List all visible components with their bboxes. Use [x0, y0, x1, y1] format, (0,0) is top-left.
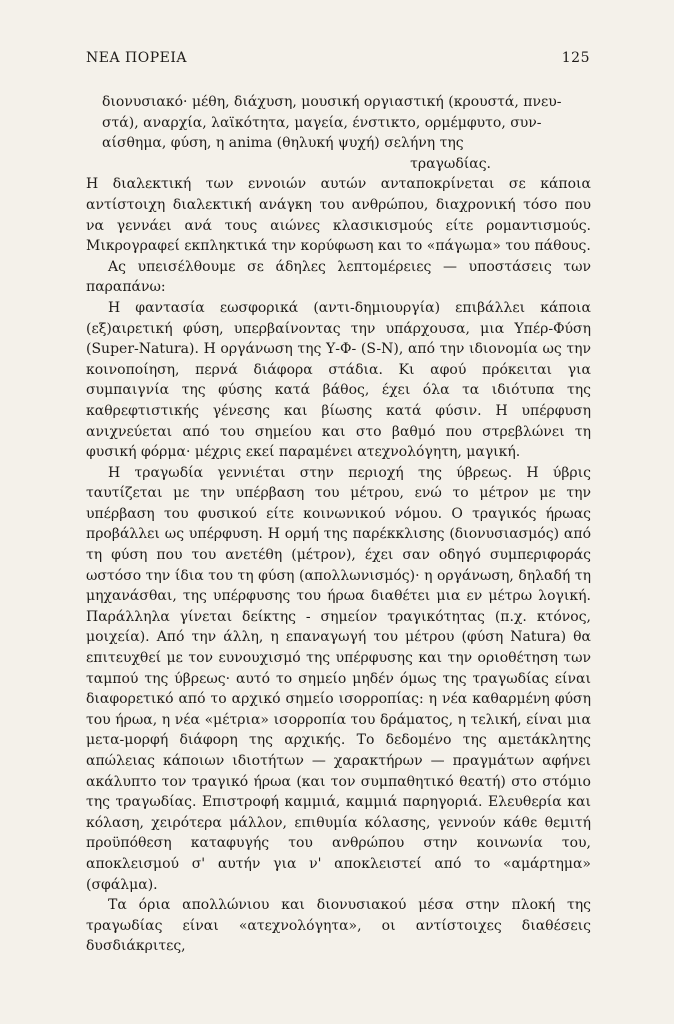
epigraph-line: διονυσιακό· μέθη, διάχυση, μουσική οργιαστική (κρουστά, πνευ-: [102, 94, 562, 110]
paragraph: Η τραγωδία γεννιέται στην περιοχή της ύβρεως. Η ύβρις ταυτίζεται με την υπέρβαση του μέτρου, ενώ το μέτρον με την υπέρβαση του φυσικού είτε κοινωνικού νόμου. Ο τραγικός ήρωας προβάλλει ως υπέρφυση. Η ορμή της παρέκκλισης (διονυσιασμός) από τη φύση που του ανετέθη (μέτρον), έχει σαν οδηγό συμπεριφοράς ωστόσο την ίδια του τη φύση (απολλωνισμός)· η οργάνωση, δηλαδή τη μηχανάσθαι, της υπέρφυσης του ήρωα διαθέτει μια εν μέτρω λογική. Παράλληλα γίνεται δείκτης - σημείον τραγικότητας (π.χ. κτόνος, μοιχεία). Από την άλλη, η επαναγωγή του μέτρου (φύση Natura) θα επιτευχθεί με τον ευνουχισμό της υπέρφυσης και την οριοθέτηση των ταμπού της ύβρεως· αυτό το σημείο μηδέν όμως της τραγωδίας είναι διαφορετικό από το αρχικό σημείο ισορροπίας: η νέα καθαρμένη φύση του ήρωα, η νέα «μέτρια» ισορροπία του δράματος, η τελική, είναι μια μετα-μορφή διάφορη της αρχικής. Το δεδομένο της αμετάκλητης απώλειας κάποιων ιδιοτήτων — χαρακτήρων — πραγμάτων αφήνει ακάλυπτο τον τραγικό ήρωα (και τον συμπαθητικό θεατή) στο στόμιο της τραγωδίας. Επιστροφή καμμιά, καμμιά παρηγοριά. Ελευθερία και κόλαση, χειρότερα μάλλον, επιθυμία κόλασης, γεννούν κάθε θεμιτή προϋπόθεση καταφυγής του ανθρώπου στην κοινωνία του, αποκλεισμού σ' αυτήν για ν' αποκλειστεί από το «αμάρτημα» (σφάλμα).: [86, 464, 591, 893]
main-text: [86, 92, 591, 957]
epigraph-line: τραγωδίας.: [410, 155, 491, 172]
paragraph: Η διαλεκτική των εννοιών αυτών ανταποκρίνεται σε κάποια αντίστοιχη διαλεκτική ανάγκη του ανθρώπου, διαχρονική τόσο που να γεννάει ανά τους αιώνες κλασικισμούς είτε ρομαντισμούς. Μικρογραφεί εκπληκτικά την κορύφωση και το «πάγωμα» του πάθους.: [86, 176, 591, 255]
paragraph: Ας υπεισέλθουμε σε άδηλες λεπτομέρειες — υποστάσεις των παραπάνω:: [86, 258, 591, 296]
paragraph: Η φαντασία εωσφορικά (αντι-δημιουργία) επιβάλλει κάποια (εξ)αιρετική φύση, υπερβαίνοντας την υπάρχουσα, μια Υπέρ-Φύση (Super-Natura). Η οργάνωση της Υ-Φ- (S-N), από την ιδιονομία ως την κοινοποίηση, περνά διάφορα στάδια. Κι αφού πρόκειται για συμπαιγνία της φύσης κατά βάθος, έχει όλα τα ιδιότυπα της καθρεφτιστικής γένεσης και βίωσης κατά φύσιν. Η υπέρφυση ανιχνεύεται από του σημείου και στο βαθμό που στρεβλώνει τη φυσική φόρμα· μέχρις εκεί παραμένει ατεχνολόγητη, μαγική.: [86, 299, 591, 461]
epigraph-line: στά), αναρχία, λαϊκότητα, μαγεία, ένστικτο, ορμέμφυτο, συν-: [102, 114, 542, 131]
epigraph: [102, 92, 591, 174]
page-number: 125: [561, 50, 590, 66]
epigraph-line: αίσθημα, φύση, η anima (θηλυκή ψυχή) σελήνη της: [102, 135, 464, 152]
running-header: [86, 50, 590, 66]
paragraph: Τα όρια απολλώνιου και διονυσιακού μέσα στην πλοκή της τραγωδίας είναι «ατεχνολόγητα», οι αντίστοιχες διαθέσεις δυσδιάκριτες,: [86, 897, 591, 955]
running-title: ΝΕΑ ΠΟΡΕΙΑ: [86, 50, 187, 66]
